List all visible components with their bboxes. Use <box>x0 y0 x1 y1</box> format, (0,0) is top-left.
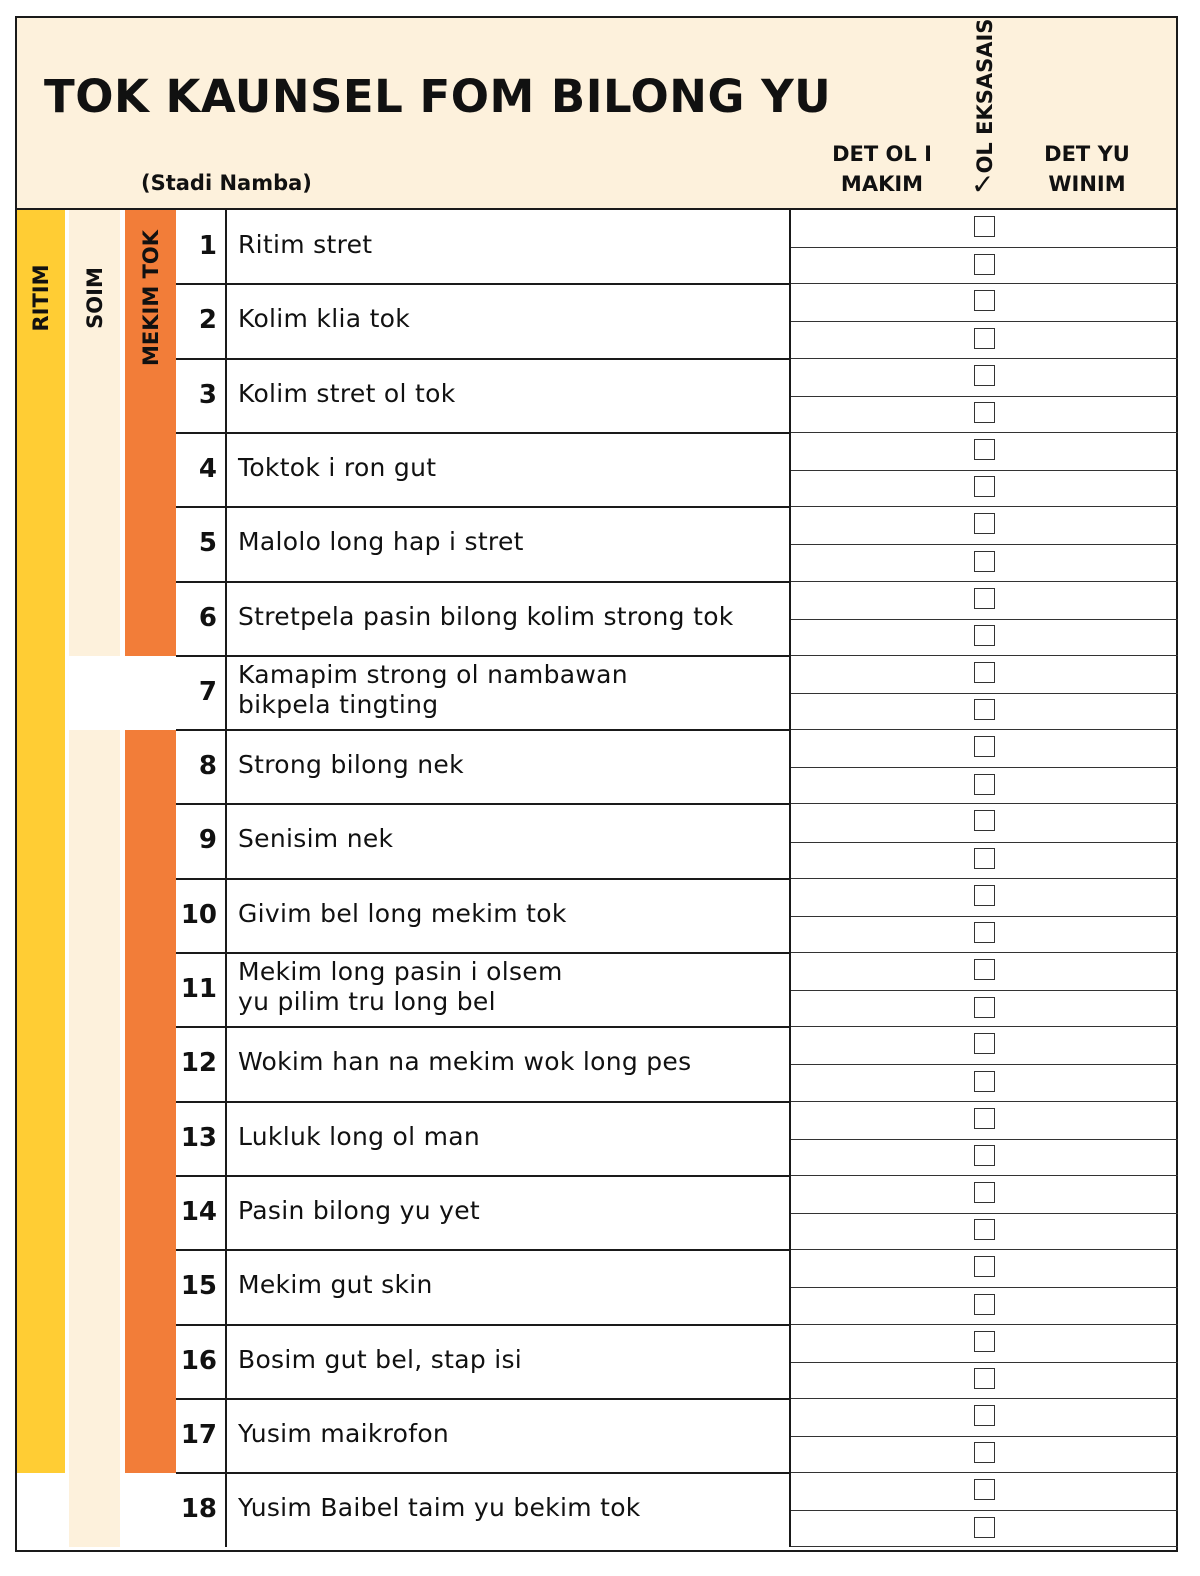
lesson-title-line: bikpela tingting <box>238 689 439 719</box>
lesson-title-line: Ritim stret <box>238 230 373 259</box>
exercise-checkbox[interactable] <box>974 1219 995 1240</box>
row-divider <box>176 803 790 805</box>
lesson-title <box>238 750 464 780</box>
checklist-line <box>791 1175 1178 1176</box>
checklist-line <box>791 247 1178 248</box>
exercise-checkbox[interactable] <box>974 365 995 386</box>
lesson-title <box>238 1419 449 1449</box>
exercise-checkbox[interactable] <box>974 774 995 795</box>
lesson-number: 6 <box>198 602 217 633</box>
lesson-number: 3 <box>198 379 217 410</box>
row-divider <box>176 729 790 731</box>
checklist-line <box>791 916 1178 917</box>
row-divider <box>176 1324 790 1326</box>
row-divider <box>176 1026 790 1028</box>
checklist-line <box>791 1362 1178 1363</box>
row-divider <box>176 283 790 285</box>
band-ritim-label <box>17 218 65 378</box>
checklist-line <box>791 1510 1178 1511</box>
lesson-number: 12 <box>180 1048 217 1079</box>
exercise-checkbox[interactable] <box>974 476 995 497</box>
checklist-line <box>791 1213 1178 1214</box>
checklist-line <box>791 1287 1178 1288</box>
lesson-title-line: Senisim nek <box>238 824 394 854</box>
row-divider <box>176 1472 790 1474</box>
exercise-checkbox[interactable] <box>974 439 995 460</box>
column-header-won-line2: WINIM <box>1048 172 1126 196</box>
lesson-title-line: Givim bel long mekim tok <box>238 898 567 928</box>
exercise-checkbox[interactable] <box>974 1145 995 1166</box>
exercise-checkbox[interactable] <box>974 588 995 609</box>
checklist-line <box>791 283 1178 284</box>
checklist-line <box>791 1249 1178 1250</box>
row-divider <box>176 952 790 954</box>
checklist-line <box>791 842 1178 843</box>
lesson-title <box>238 527 524 557</box>
lesson-title <box>238 1493 641 1523</box>
exercise-checkbox[interactable] <box>974 1517 995 1538</box>
exercise-checkbox[interactable] <box>974 699 995 720</box>
lesson-number-caption: (Stadi Namba) <box>141 171 312 195</box>
row-divider <box>176 358 790 360</box>
lesson-title <box>238 230 372 260</box>
exercise-checkbox[interactable] <box>974 810 995 831</box>
band-soim <box>69 210 120 656</box>
exercise-checkbox[interactable] <box>974 1368 995 1389</box>
band-ritim-label-text: RITIM <box>29 264 53 332</box>
lesson-number: 5 <box>198 528 217 559</box>
lesson-title <box>238 1345 522 1375</box>
exercise-checkbox[interactable] <box>974 290 995 311</box>
exercise-checkbox[interactable] <box>974 254 995 275</box>
exercise-checkbox[interactable] <box>974 551 995 572</box>
lesson-title-line: Mekim gut skin <box>238 1270 433 1300</box>
lesson-title-line: yu pilim tru long bel <box>238 987 496 1016</box>
column-header-done <box>807 139 957 199</box>
lesson-title-line: Stretpela pasin bilong kolim strong tok <box>238 601 734 631</box>
lesson-number: 2 <box>198 305 217 336</box>
row-divider <box>176 1175 790 1177</box>
exercise-checkbox[interactable] <box>974 1331 995 1352</box>
checklist-line <box>791 1436 1178 1437</box>
lesson-title <box>238 304 410 334</box>
lesson-title-line: Toktok i ron gut <box>238 452 437 482</box>
lesson-title-line: Kolim stret ol tok <box>238 378 456 408</box>
lesson-number: 1 <box>198 231 217 261</box>
row-divider <box>176 1398 790 1400</box>
exercise-checkbox[interactable] <box>974 848 995 869</box>
lesson-number: 16 <box>180 1345 217 1376</box>
exercise-checkbox[interactable] <box>974 328 995 349</box>
lesson-number: 11 <box>180 974 217 1004</box>
exercise-checkbox[interactable] <box>974 922 995 943</box>
checklist-line <box>791 1064 1178 1065</box>
lesson-title-line: Lukluk long ol man <box>238 1121 481 1151</box>
row-divider <box>176 1249 790 1251</box>
lesson-title <box>238 379 456 409</box>
lesson-number: 9 <box>198 825 217 856</box>
lesson-title <box>238 1270 433 1300</box>
lesson-title <box>238 1047 691 1077</box>
exercise-checkbox[interactable] <box>974 662 995 683</box>
lesson-number: 17 <box>180 1419 217 1450</box>
checklist-line <box>791 544 1178 545</box>
exercise-checkbox[interactable] <box>974 625 995 646</box>
lesson-title-line: Bosim gut bel, stap isi <box>238 1344 523 1374</box>
column-header-done-line2: MAKIM <box>840 172 924 196</box>
checklist-line <box>791 803 1178 804</box>
lesson-title <box>238 1122 480 1152</box>
header-divider <box>17 208 1176 210</box>
checklist-line <box>791 1139 1178 1140</box>
row-divider <box>176 506 790 508</box>
checklist-line <box>791 693 1178 694</box>
lesson-title <box>238 602 734 632</box>
row-divider <box>176 581 790 583</box>
exercise-checkbox[interactable] <box>974 1071 995 1092</box>
checklist-line <box>791 990 1178 991</box>
checklist-line <box>791 767 1178 768</box>
exercise-checkbox[interactable] <box>974 1108 995 1129</box>
row-divider <box>176 432 790 434</box>
exercise-checkbox[interactable] <box>974 959 995 980</box>
exercise-checkbox[interactable] <box>974 997 995 1018</box>
form-header <box>17 18 1176 209</box>
lesson-number: 8 <box>198 751 217 782</box>
checkmark-icon: ✓ <box>971 168 995 201</box>
row-divider <box>176 655 790 657</box>
checklist-line <box>791 1546 1178 1547</box>
lesson-title <box>238 899 567 929</box>
lesson-title-line: Strong bilong nek <box>238 750 464 780</box>
lesson-title <box>238 824 393 854</box>
lesson-number: 15 <box>180 1271 217 1302</box>
lesson-number: 13 <box>180 1122 217 1153</box>
lesson-title <box>238 1196 480 1226</box>
checklist-line <box>791 1026 1178 1027</box>
row-divider <box>176 878 790 880</box>
lesson-title-line: Mekim long pasin i olsem <box>238 957 563 986</box>
lesson-number: 14 <box>180 1196 217 1227</box>
column-header-won-line1: DET YU <box>1044 142 1130 166</box>
exercise-checkbox[interactable] <box>974 1405 995 1426</box>
checklist-line <box>791 619 1178 620</box>
lesson-title <box>238 453 436 483</box>
checklist-line <box>791 1101 1178 1102</box>
counsel-form <box>15 16 1178 1552</box>
lesson-title <box>238 660 628 720</box>
exercise-checkbox[interactable] <box>974 1294 995 1315</box>
exercise-checkbox[interactable] <box>974 513 995 534</box>
exercise-checkbox[interactable] <box>974 736 995 757</box>
exercise-checkbox[interactable] <box>974 1442 995 1463</box>
exercise-checkbox[interactable] <box>974 402 995 423</box>
band-ritim <box>17 210 65 1473</box>
band-mekim-tok-label-text: MEKIM TOK <box>138 230 163 366</box>
lesson-title-line: Pasin bilong yu yet <box>238 1195 481 1225</box>
lesson-number: 10 <box>180 899 217 930</box>
column-header-exercises <box>970 18 1000 174</box>
checklist-line <box>791 470 1178 471</box>
lesson-number: 7 <box>198 676 217 707</box>
exercise-checkbox[interactable] <box>974 1256 995 1277</box>
lesson-title-line: Kolim klia tok <box>238 304 411 334</box>
exercise-checkbox[interactable] <box>974 885 995 906</box>
exercise-checkbox[interactable] <box>974 1479 995 1500</box>
lesson-title-line: Kamapim strong ol nambawan <box>238 659 628 689</box>
band-mekim-tok <box>125 210 176 656</box>
lesson-title-line: Malolo long hap i stret <box>238 527 524 557</box>
lesson-title-line: Yusim maikrofon <box>238 1418 450 1448</box>
checklist-line <box>791 396 1178 397</box>
checklist-line <box>791 952 1178 953</box>
exercise-checkbox[interactable] <box>974 1182 995 1203</box>
band-soim-label <box>69 218 120 378</box>
checklist-line <box>791 655 1178 656</box>
band-soim-label-text: SOIM <box>82 267 107 329</box>
column-header-won <box>1012 139 1162 199</box>
checklist-line <box>791 506 1178 507</box>
exercise-checkbox[interactable] <box>974 216 995 237</box>
checklist-line <box>791 581 1178 582</box>
checklist-line <box>791 321 1178 322</box>
lesson-title <box>238 957 563 1017</box>
lesson-number: 18 <box>180 1494 217 1525</box>
page-title: TOK KAUNSEL FOM BILONG YU <box>44 70 832 123</box>
exercise-checkbox[interactable] <box>974 1033 995 1054</box>
checklist-line <box>791 432 1178 433</box>
checklist-line <box>791 1324 1178 1325</box>
lesson-title-line: Yusim Baibel taim yu bekim tok <box>238 1493 641 1523</box>
band-soim-lower <box>69 730 120 1547</box>
checklist-line <box>791 878 1178 879</box>
checklist-line <box>791 729 1178 730</box>
column-header-done-line1: DET OL I <box>832 142 932 166</box>
column-header-exercises-label: OL EKSASAIS <box>973 18 997 174</box>
row-divider <box>176 1101 790 1103</box>
checklist-line <box>791 1472 1178 1473</box>
lesson-title-line: Wokim han na mekim wok long pes <box>238 1047 692 1077</box>
lesson-number: 4 <box>198 453 217 484</box>
checklist-line <box>791 1398 1178 1399</box>
checklist-line <box>791 358 1178 359</box>
